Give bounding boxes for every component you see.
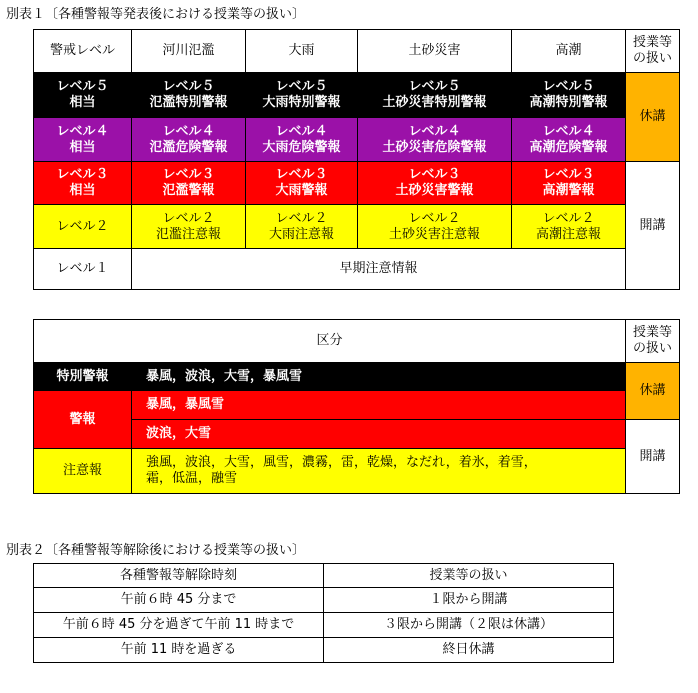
- table2-caption: 別表２〔各種警報等解除後における授業等の扱い〕: [6, 543, 306, 558]
- advisory-items: 強風，波浪，大雪，風雪，濃霧，雷，乾燥，なだれ，着氷，着雪， 霜，低温，融雪: [132, 449, 626, 494]
- table-row: [34, 613, 614, 638]
- warning-items-closed: 暴風，暴風雪: [132, 391, 626, 420]
- level1-info: 早期注意情報: [132, 249, 626, 290]
- category-handling-header: 授業等 の扱い: [626, 320, 680, 363]
- table-row: [34, 638, 614, 663]
- table2-time: 午前６時 45 分まで: [34, 588, 324, 613]
- table-row-warning-1: [34, 391, 680, 420]
- special-warning-items: 暴風，波浪，大雪，暴風雪: [132, 363, 626, 391]
- special-warning-label: 特別警報: [34, 363, 132, 391]
- table-row-level2: [34, 205, 680, 249]
- category-header: 区分: [34, 320, 626, 363]
- table-row-level3: [34, 162, 680, 205]
- table-row-level1: [34, 249, 680, 290]
- table1-caption: 別表１〔各種警報等発表後における授業等の扱い〕: [6, 7, 306, 22]
- advisory-label: 注意報: [34, 449, 132, 494]
- table1: [33, 29, 680, 290]
- table-row: [34, 588, 614, 613]
- table2-time: 午前６時 45 分を過ぎて午前 11 時まで: [34, 613, 324, 638]
- table-row-advisory: [34, 449, 680, 494]
- table2-handling: ３限から開講（２限は休講）: [324, 613, 614, 638]
- header-heavy-rain: 大雨: [246, 30, 358, 73]
- header-alert-level: 警戒レベル: [34, 30, 132, 73]
- table-row-special-warning: [34, 363, 680, 391]
- handling-open: 開講: [626, 162, 680, 290]
- level3-landslide: レベル３ 土砂災害警報: [358, 162, 512, 205]
- level5-river: レベル５ 氾濫特別警報: [132, 73, 246, 118]
- level3-river: レベル３ 氾濫警報: [132, 162, 246, 205]
- header-storm-surge: 高潮: [512, 30, 626, 73]
- level1-label: レベル１: [34, 249, 132, 290]
- level2-rain: レベル２ 大雨注意報: [246, 205, 358, 249]
- level2-landslide: レベル２ 土砂災害注意報: [358, 205, 512, 249]
- level5-surge: レベル５ 高潮特別警報: [512, 73, 626, 118]
- table2-header-handling: 授業等の扱い: [324, 564, 614, 588]
- table2-handling: 終日休講: [324, 638, 614, 663]
- level4-landslide: レベル４ 土砂災害危険警報: [358, 118, 512, 162]
- warning-label: 警報: [34, 391, 132, 449]
- level4-surge: レベル４ 高潮危険警報: [512, 118, 626, 162]
- level3-label: レベル３ 相当: [34, 162, 132, 205]
- level3-surge: レベル３ 高潮警報: [512, 162, 626, 205]
- table2: [33, 563, 614, 663]
- handling-closed: 休講: [626, 73, 680, 162]
- level4-label: レベル４ 相当: [34, 118, 132, 162]
- warning-category-table: [33, 319, 680, 494]
- level5-label: レベル５ 相当: [34, 73, 132, 118]
- table2-handling: １限から開講: [324, 588, 614, 613]
- table2-time: 午前 11 時を過ぎる: [34, 638, 324, 663]
- level4-river: レベル４ 氾濫危険警報: [132, 118, 246, 162]
- category-handling-open: 開講: [626, 420, 680, 494]
- level5-landslide: レベル５ 土砂災害特別警報: [358, 73, 512, 118]
- header-landslide: 土砂災害: [358, 30, 512, 73]
- level2-river: レベル２ 氾濫注意報: [132, 205, 246, 249]
- category-handling-closed: 休講: [626, 363, 680, 420]
- table-row-level4: [34, 118, 680, 162]
- warning-items-open: 波浪，大雪: [132, 420, 626, 449]
- table2-header-time: 各種警報等解除時刻: [34, 564, 324, 588]
- table-row-level5: [34, 73, 680, 118]
- header-handling: 授業等 の扱い: [626, 30, 680, 73]
- level2-surge: レベル２ 高潮注意報: [512, 205, 626, 249]
- level4-rain: レベル４ 大雨危険警報: [246, 118, 358, 162]
- level2-label: レベル２: [34, 205, 132, 249]
- level5-rain: レベル５ 大雨特別警報: [246, 73, 358, 118]
- header-river-flood: 河川氾濫: [132, 30, 246, 73]
- level3-rain: レベル３ 大雨警報: [246, 162, 358, 205]
